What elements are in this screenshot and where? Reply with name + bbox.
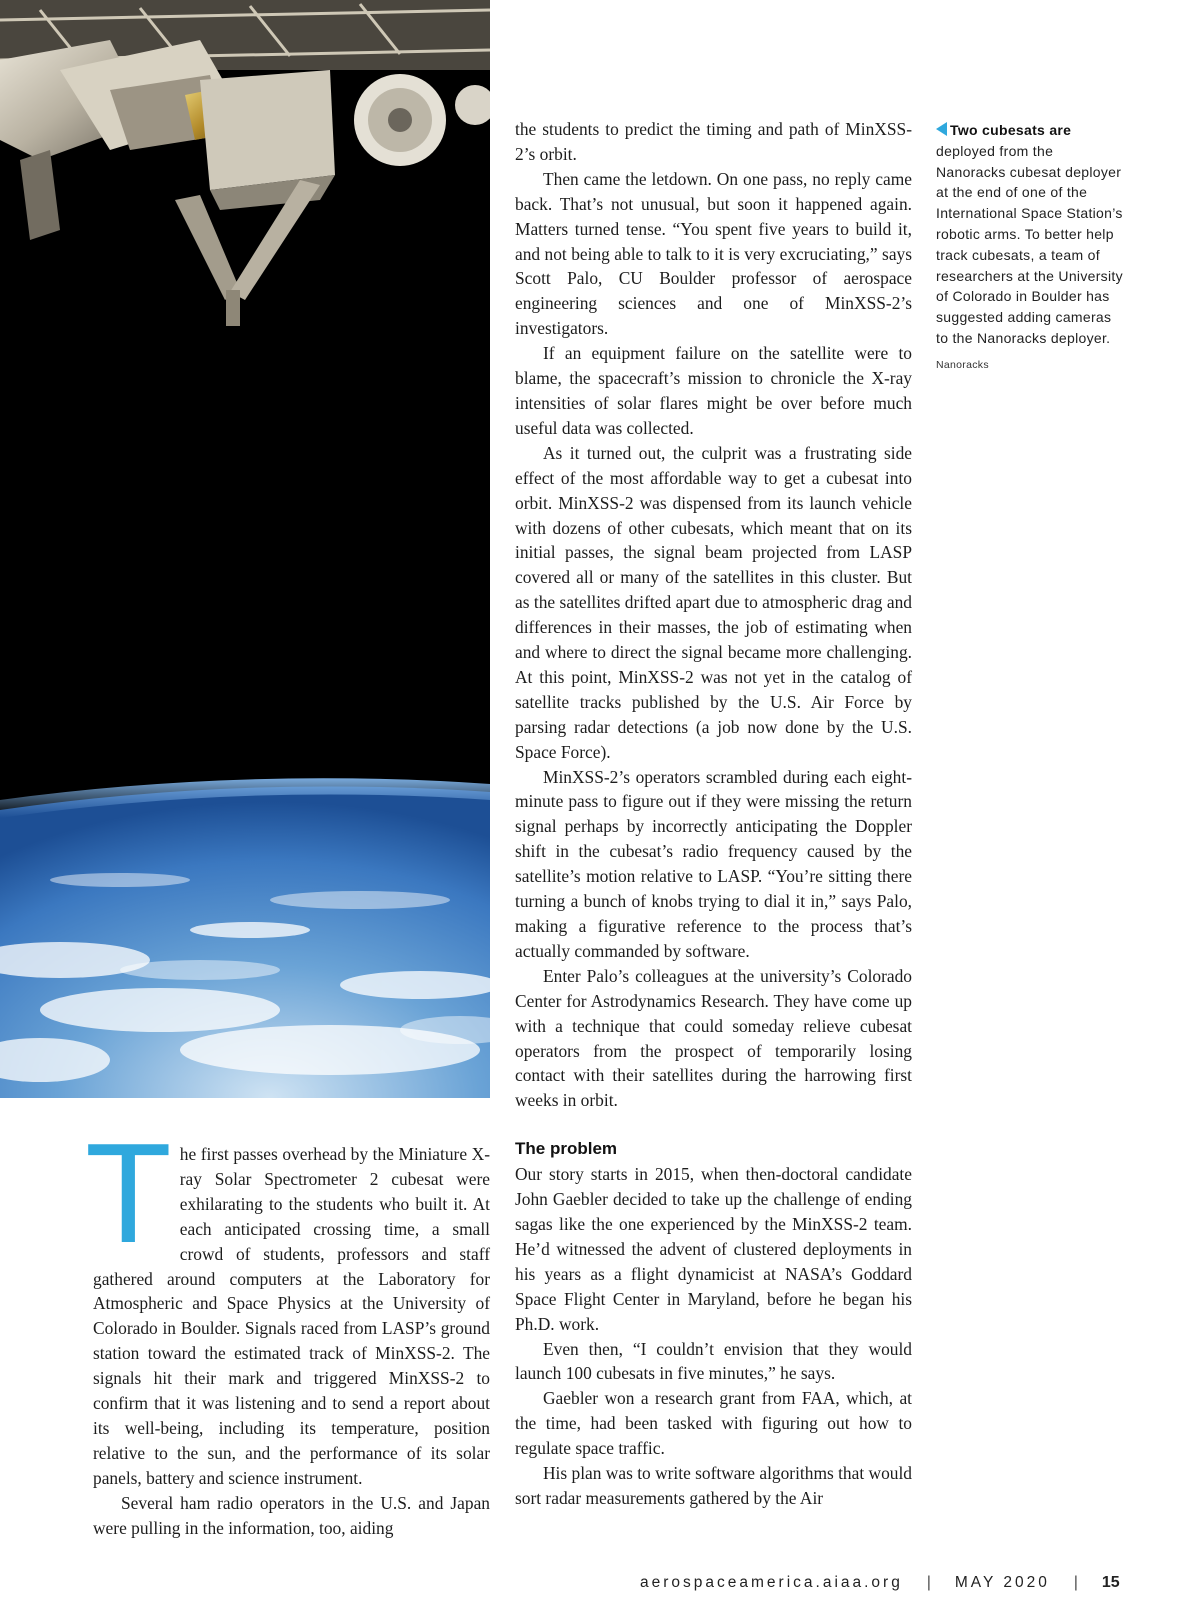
caption-text: deployed from the Nanoracks cubesat deployer at the end of one of the International Space Station’s robotic arms. To better help track cubesats, a team of researchers at the University of Colorado in Boulder has suggested adding cameras to the Nanoracks deployer.	[936, 142, 1123, 346]
article-paragraph: Our story starts in 2015, when then-doctoral candidate John Gaebler decided to take up the challenge of ending sagas like the one experienced by the MinXSS-2 team. He’d witnessed the advent of clustered deployments in his years as a flight dynamicist at NASA’s Goddard Space Flight Center in Maryland, before he began his Ph.D. work.	[515, 1164, 912, 1334]
section-subhead: The problem	[515, 1139, 618, 1159]
article-column-middle	[515, 117, 912, 1511]
article-paragraph: Several ham radio operators in the U.S. and Japan were pulling in the information, too, aiding	[93, 1492, 490, 1538]
article-paragraph: Then came the letdown. On one pass, no reply came back. That’s not unusual, but soon it happened again. Matters turned tense. “You spent five years to build it, and not being able to talk to it is very excruciating,” says Scott Palo, CU Boulder professor of aerospace engineering sciences and one of MinXSS-2’s investigators.	[515, 168, 912, 339]
article-paragraph: Even then, “I couldn’t envision that they would launch 100 cubesats in five minutes,” he says.	[515, 1338, 912, 1384]
article-paragraph: His plan was to write software algorithms that would sort radar measurements gathered by the Air	[515, 1463, 912, 1508]
page-number: 15	[1101, 1574, 1120, 1591]
article-paragraph: Gaebler won a research grant from FAA, which, at the time, had been tasked with figuring out how to regulate space traffic.	[515, 1388, 912, 1459]
footer-site-url[interactable]: aerospaceamerica.aiaa.org	[640, 1574, 903, 1591]
article-paragraph: As it turned out, the culprit was a frustrating side effect of the most affordable way to get a cubesat into orbit. MinXSS-2 was dispensed from its launch vehicle with dozens of other cubesats, which meant that on its initial passes, the signal beam projected from LASP covered all or many of the satellites in this cluster. But as the satellites drifted apart due to atmospheric drag and differences in their masses, the job of estimating when and where to direct the signal became more challenging. At this point, MinXSS-2 was not yet in the catalog of satellite tracks published by the U.S. Air Force by parsing radar detections (a job now done by the U.S. Space Force).	[515, 442, 912, 762]
caption-arrow-icon	[936, 122, 947, 136]
page-footer	[640, 1574, 1130, 1592]
article-paragraph: If an equipment failure on the satellite were to blame, the spacecraft’s mission to chronicle the X-ray intensities of solar flares might be over before much useful data was collected.	[515, 343, 912, 438]
photo-credit: Nanoracks	[936, 358, 989, 371]
footer-separator: |	[926, 1574, 931, 1591]
article-paragraph: the students to predict the timing and path of MinXSS-2’s orbit.	[515, 119, 912, 164]
photo-caption	[936, 120, 1126, 376]
opening-paragraph	[85, 1114, 490, 1491]
article-column-left	[85, 1114, 490, 1541]
drop-cap: T	[85, 1114, 172, 1273]
article-paragraph: MinXSS-2’s operators scrambled during each eight-minute pass to figure out if they were missing the return signal perhaps by incorrectly anticipating the Doppler shift in the cubesat’s radio frequency caused by the satellite’s motion relative to LASP. “You’re sitting there turning a bunch of knobs trying to dial it in,” says Palo, making a figurative reference to the process that’s actually commanded by software.	[515, 766, 912, 961]
article-paragraph: Enter Palo’s colleagues at the university’s Colorado Center for Astrodynamics Research. They have come up with a technique that could someday relieve cubesat operators from the prospect of temporarily losing contact with their satellites during the harrowing first weeks in orbit.	[515, 965, 912, 1111]
cubesat-deployment-photo	[0, 0, 490, 1098]
footer-issue-date: MAY 2020	[954, 1574, 1050, 1591]
footer-separator: |	[1073, 1574, 1078, 1591]
caption-lead: Two cubesats are	[950, 122, 1072, 138]
opening-paragraph-text: he first passes overhead by the Miniature X-ray Solar Spectrometer 2 cubesat were exhilarating to the students who built it. At each anticipated crossing time, a small crowd of students, professors and staff gathered around computers at the Laboratory for Atmospheric and Space Physics at the University of Colorado in Boulder. Signals raced from LASP’s ground station toward the estimated track of MinXSS-2. The signals hit their mark and triggered MinXSS-2 to confirm that it was listening and to send a report about its well-being, including its temperature, position relative to the sun, and the performance of its solar panels, battery and science instrument.	[93, 1144, 490, 1488]
